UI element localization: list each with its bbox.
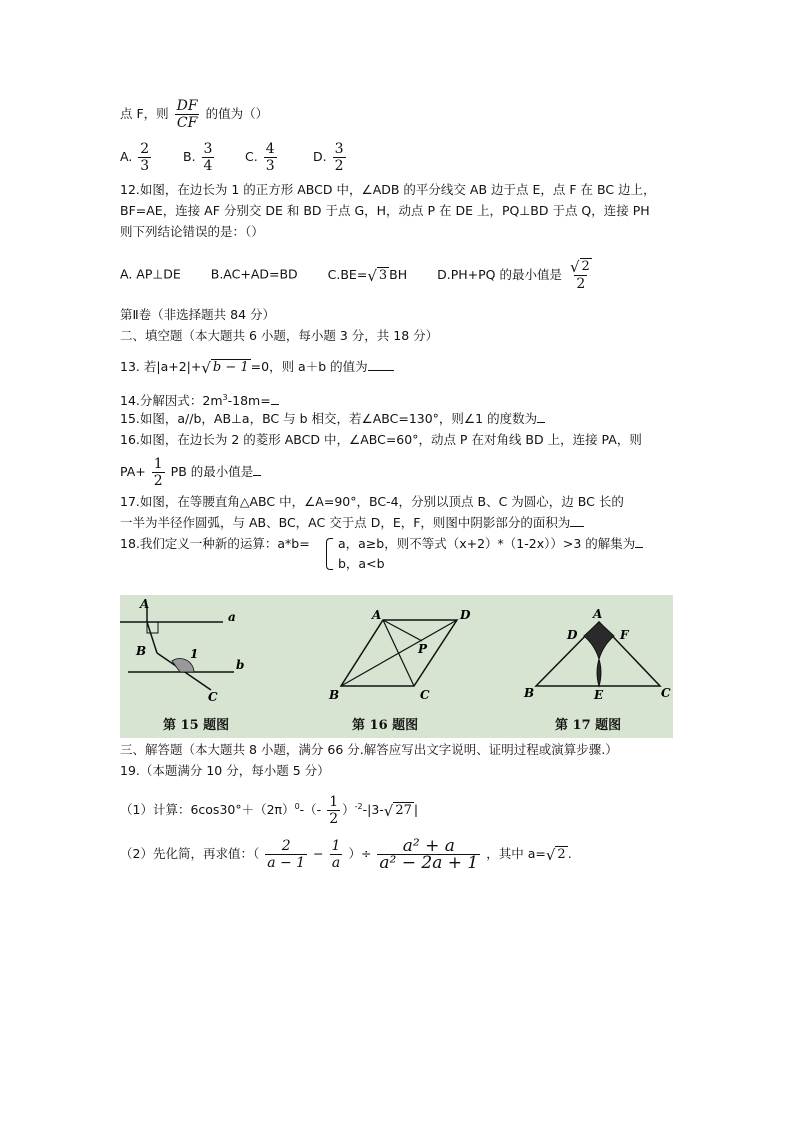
q13-radicand: b − 1: [212, 360, 249, 375]
fig15-label-a: a: [228, 610, 236, 624]
option-den: 4: [203, 158, 213, 174]
part2-section: 二、填空题（本大题共 6 小题，每小题 3 分，共 18 分）: [120, 328, 439, 343]
q13-post: =0，则 a＋b 的值为: [250, 359, 368, 374]
q12-option-d: [437, 258, 596, 292]
q19-2-pre: （2）先化简，再求值：（: [120, 846, 260, 861]
q17-answer-blank[interactable]: [570, 526, 584, 527]
q11-frac-den: CF: [176, 115, 198, 131]
q11-option-b: [183, 141, 216, 174]
q15: [120, 411, 545, 427]
q12-optc-post: BH: [389, 266, 408, 282]
q19-2-end: .: [567, 846, 572, 861]
fig17-label-F: F: [620, 628, 629, 642]
q16-line2: [120, 456, 261, 489]
fig17-label-E: E: [594, 688, 604, 702]
q19-1: （1）计算：$6\cos 30^\circ+(2\pi)^0-(-$ $\frac{1}{2}$ ）$^{-2}$-|3- √ 27 |: [120, 794, 419, 827]
q18-case1-text: a，a≥b，则不等式（x+2）*（1-2x））>3 的解集为: [338, 536, 636, 551]
q11-prefix: 点 F，则: [120, 106, 169, 121]
q19-1-frac-den: 2: [329, 811, 339, 827]
part2-title: 第Ⅱ卷（非选择题共 84 分）: [120, 307, 276, 322]
fig15-caption: 第 15 题图: [163, 718, 230, 733]
option-den: 3: [140, 158, 150, 174]
fig17-diagram: [523, 607, 671, 702]
q17-line1: 17.如图，在等腰直角△ABC 中，∠A=90°，BC-4，分别以顶点 B、C 为圆心，边 BC 长的: [120, 494, 624, 509]
option-den: 3: [265, 158, 275, 174]
q13-answer-blank[interactable]: [368, 370, 394, 371]
q18-case1: [338, 536, 643, 552]
q12-line2: BF=AE，连接 AF 分别交 DE 和 BD 于点 G，H，动点 P 在 DE 上，PQ⊥BD 于点 Q，连接 PH: [120, 203, 650, 218]
fig17-label-D: D: [567, 628, 578, 642]
q11-suffix: 的值为（）: [205, 106, 269, 121]
option-label: C.: [245, 149, 258, 164]
q11-stem: [120, 98, 268, 131]
fig17-caption: 第 17 题图: [555, 718, 622, 733]
q19-1-pre: （1）计算：6cos30°＋（2π）: [120, 802, 295, 817]
q11-frac-num: DF: [176, 98, 198, 114]
q19-2-post: ，其中 a=: [486, 846, 546, 861]
q19-1-sup0: 0: [294, 801, 300, 811]
q12-line1: 12.如图，在边长为 1 的正方形 ABCD 中，∠ADB 的平分线交 AB 边于点 E，点 F 在 BC 边上，: [120, 182, 656, 197]
q16-fraction: [152, 456, 165, 489]
q19-title: 19.（本题满分 10 分，每小题 5 分）: [120, 763, 330, 778]
q19-1-abs: -|3-: [362, 802, 384, 817]
q12-option-c: C.BE= √ 3 BH: [327, 266, 408, 285]
q12-option-a: A. AP⊥DE: [120, 266, 181, 282]
q15-text: 15.如图，a//b，AB⊥a，BC 与 b 相交，若∠ABC=130°，则∠1 的度数为: [120, 411, 538, 426]
q12-optc-radicand: 3: [378, 267, 388, 283]
q19-1-close: ）: [342, 802, 355, 817]
option-num: 3: [334, 141, 344, 157]
q11-option-c: [245, 141, 279, 174]
q12-optc-pre: C.BE=: [327, 266, 368, 282]
option-label: A.: [120, 149, 133, 164]
q19-2-radicand: 2: [557, 847, 566, 862]
q19-1-mid: -（-: [299, 802, 322, 817]
option-num: 2: [140, 141, 150, 157]
q18-case2: b，a<b: [338, 556, 385, 571]
fig17-label-B: B: [524, 686, 535, 700]
fig17-label-A: A: [593, 607, 603, 621]
q19-1-radicand: 27: [395, 803, 412, 818]
q18-answer-blank[interactable]: [635, 547, 643, 548]
fig15-label-b: b: [236, 658, 245, 672]
q17-line2: [120, 515, 584, 531]
q14-sup: 3: [222, 393, 228, 402]
fig15-diagram: [120, 597, 244, 704]
q18: [120, 536, 310, 552]
q19-2-f2-num: 1: [331, 838, 341, 854]
q11-option-d: [313, 141, 348, 174]
q19-2-f1-num: 2: [281, 838, 291, 854]
q19-1-sup2: -2: [354, 801, 363, 811]
option-label: D.: [313, 149, 327, 164]
q11-fraction: [175, 98, 200, 131]
fig17-label-C: C: [661, 686, 671, 700]
fig16-label-P: P: [418, 642, 428, 656]
fig15-label-1: 1: [190, 647, 199, 661]
q14: [120, 390, 279, 409]
fig16-caption: 第 16 题图: [352, 718, 419, 733]
q12-optd-den: 2: [576, 276, 586, 292]
q18-pre: 18.我们定义一种新的运算：a*b=: [120, 536, 310, 551]
q12-optd-pre: D.PH+PQ 的最小值是: [437, 266, 562, 282]
q19-2-f3-num: a² + a: [402, 836, 455, 856]
q14-answer-blank[interactable]: [271, 404, 279, 405]
q19-2-f2-den: a: [331, 855, 341, 871]
q15-answer-blank[interactable]: [537, 422, 545, 423]
option-num: 4: [265, 141, 275, 157]
q19-2-f3-den: a² − 2a + 1: [379, 853, 479, 873]
q19-2-f1-den: a − 1: [267, 855, 306, 871]
q12-optd-fraction: √ 2 2: [569, 258, 590, 292]
q13-pre: 13. 若|a+2|+: [120, 359, 202, 374]
q17-line2-text: 一半为半径作圆弧，与 AB、BC，AC 交于点 D，E，F，则图中阴影部分的面积为: [120, 515, 571, 530]
q16-answer-blank[interactable]: [253, 475, 261, 476]
q16-frac-num: 1: [153, 456, 163, 472]
fig16-diagram: [328, 608, 471, 702]
q11-option-a: [120, 141, 153, 174]
q19-1-fraction: [327, 794, 340, 827]
fig16-label-A: A: [372, 608, 382, 622]
fig16-label-D: D: [460, 608, 471, 622]
fig16-label-B: B: [329, 688, 340, 702]
q19-1-post: |: [413, 802, 419, 817]
q16-line1: 16.如图，在边长为 2 的菱形 ABCD 中，∠ABC=60°，动点 P 在对角线 BD 上，连接 PA，则: [120, 432, 642, 447]
fig16-label-C: C: [420, 688, 430, 702]
q19-2-div: ）÷: [348, 846, 372, 861]
q19-2-fraction3: [377, 838, 480, 871]
q12-line3: 则下列结论错误的是：（）: [120, 224, 264, 239]
q12-optd-radicand: 2: [581, 259, 590, 274]
fig15-label-C: C: [208, 690, 218, 704]
q19-2-minus: −: [313, 846, 324, 861]
figure-panel: [120, 595, 673, 738]
q13: 13. 若|a+2|+ √ b − 1 =0，则 a＋b 的值为: [120, 359, 394, 376]
q12-options: [120, 258, 596, 292]
q19-1-frac-num: 1: [329, 794, 339, 810]
q14-pre: 14.分解因式：2m: [120, 393, 223, 409]
fig15-label-B: B: [136, 644, 147, 658]
q16-pre: PA+: [120, 464, 146, 479]
q16-frac-den: 2: [153, 473, 163, 489]
fig15-label-A: A: [140, 597, 150, 611]
part3-section: 三、解答题（本大题共 8 小题，满分 66 分.解答应写出文字说明、证明过程或演算步骤.）: [120, 742, 618, 757]
option-num: 3: [203, 141, 213, 157]
q19-2: （2）先化简，再求值：（ $\frac{2}{a - 1}$ − $\frac{1}{a}$ ）÷ $\frac{\text{a² + a}}{\text{a² − 2a + 1}}$ ，其中 a= √ 2 .: [120, 836, 572, 873]
option-label: B.: [183, 149, 196, 164]
q16-post: PB 的最小值是: [170, 464, 254, 479]
q19-2-fraction1: [265, 838, 307, 871]
q18-brace: [326, 538, 333, 570]
q14-post: -18m=: [227, 393, 271, 409]
q12-option-b: B.AC+AD=BD: [210, 266, 298, 282]
option-den: 2: [334, 158, 344, 174]
q19-2-fraction2: [330, 838, 343, 871]
